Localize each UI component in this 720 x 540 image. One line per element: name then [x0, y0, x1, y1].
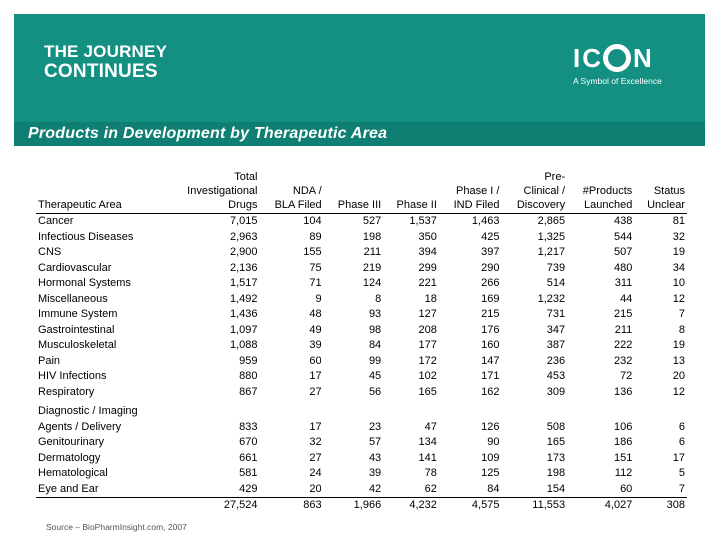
- table-row: [36, 482, 687, 498]
- row-label: Hematological: [38, 467, 108, 480]
- table-cell: 19: [672, 246, 685, 259]
- table-cell: 147: [481, 354, 500, 367]
- table-row: [36, 354, 687, 370]
- table-cell: 211: [363, 246, 382, 259]
- table-cell: 11,553: [501, 498, 567, 514]
- table-cell: 90: [487, 436, 500, 449]
- table-cell: 290: [481, 261, 500, 274]
- table-cell: 8: [375, 292, 382, 305]
- table-cell: 9: [315, 292, 322, 305]
- table-cell: 49: [309, 323, 322, 336]
- table-cell: 44: [620, 292, 633, 305]
- table-cell: 45: [368, 370, 382, 383]
- logo-letter-i: I: [573, 43, 581, 73]
- table-cell: 7: [678, 482, 685, 495]
- table-cell: 56: [368, 385, 382, 398]
- table-cell: 43: [368, 451, 382, 464]
- row-label: Pain: [38, 354, 61, 367]
- column-header: [634, 170, 687, 214]
- table-row: [36, 369, 687, 385]
- table-cell: 89: [309, 230, 322, 243]
- table-cell: 5: [678, 467, 685, 480]
- header-row: [36, 170, 687, 214]
- table-cell: 127: [418, 308, 437, 321]
- table-cell: 151: [613, 451, 633, 464]
- table-cell: 84: [368, 339, 382, 352]
- table-cell: 177: [418, 339, 437, 352]
- table-cell: 1,463: [471, 215, 500, 228]
- table-cell: 959: [239, 354, 258, 367]
- table-cell: [383, 400, 439, 420]
- table-cell: 165: [546, 436, 566, 449]
- table-cell: 221: [418, 277, 437, 290]
- table-cell: 32: [309, 436, 322, 449]
- column-header-line: Pre-: [544, 171, 566, 183]
- table-cell: 171: [481, 370, 500, 383]
- table-cell: 12: [672, 292, 685, 305]
- logo-letter-n: N: [633, 43, 652, 73]
- table-cell: 514: [546, 277, 566, 290]
- table-cell: 20: [672, 370, 685, 383]
- table-cell: 4,232: [383, 498, 439, 514]
- row-label: CNS: [38, 246, 62, 259]
- column-header-line: BLA Filed: [274, 199, 322, 211]
- table-cell: 453: [546, 370, 566, 383]
- table-cell: 508: [546, 420, 566, 433]
- table-cell: 739: [546, 261, 566, 274]
- table-cell: 18: [424, 292, 437, 305]
- table-cell: 309: [546, 385, 566, 398]
- table-cell: 48: [309, 308, 322, 321]
- table-cell: 32: [672, 230, 685, 243]
- column-header: [324, 170, 384, 214]
- table-row: [36, 230, 687, 246]
- row-label: [36, 498, 166, 514]
- table-cell: 27: [309, 385, 322, 398]
- table-cell: 299: [418, 261, 437, 274]
- table-cell: 211: [614, 323, 633, 336]
- table-cell: 39: [309, 339, 322, 352]
- page-title: Products in Development by Therapeutic Area: [28, 125, 388, 142]
- table-cell: 176: [481, 323, 500, 336]
- table-cell: 106: [613, 420, 633, 433]
- column-header-line: IND Filed: [453, 199, 500, 211]
- table-cell: 429: [239, 482, 258, 495]
- table-cell: 78: [424, 467, 437, 480]
- column-header-line: Status: [653, 185, 685, 197]
- source-note: Source – BioPharmInsight.com, 2007: [46, 522, 187, 532]
- table-cell: 126: [481, 420, 500, 433]
- table-cell: 480: [613, 261, 633, 274]
- table-cell: 1,492: [229, 292, 258, 305]
- table-cell: 47: [424, 420, 437, 433]
- table-row: [36, 307, 687, 323]
- table-cell: 17: [672, 451, 685, 464]
- table-cell: 311: [614, 277, 633, 290]
- table-row: [36, 214, 687, 230]
- table-cell: 661: [239, 451, 258, 464]
- table-cell: 27: [309, 451, 322, 464]
- logo-ring-icon: [603, 44, 631, 72]
- table-cell: 104: [303, 215, 322, 228]
- table-cell: 75: [309, 261, 322, 274]
- logo-mark: [573, 44, 673, 72]
- table-cell: [260, 400, 324, 420]
- table-row: [36, 338, 687, 354]
- table-cell: 112: [614, 467, 633, 480]
- table-cell: 7: [678, 308, 685, 321]
- table-cell: 236: [546, 354, 566, 367]
- column-header: [501, 170, 567, 214]
- table-cell: 60: [309, 354, 322, 367]
- table-cell: 17: [309, 370, 322, 383]
- table-cell: 347: [546, 323, 566, 336]
- table-cell: 1,517: [229, 277, 258, 290]
- table-cell: 10: [672, 277, 685, 290]
- table-cell: 98: [368, 323, 382, 336]
- banner-title-line1: THE JOURNEY: [44, 42, 168, 61]
- table-cell: 13: [672, 354, 685, 367]
- table-cell: 19: [672, 339, 685, 352]
- table-cell: 507: [613, 246, 633, 259]
- table-cell: [501, 400, 567, 420]
- table-cell: [634, 400, 687, 420]
- row-label: Agents / Delivery: [38, 420, 122, 433]
- table-row: [36, 276, 687, 292]
- table-cell: 17: [309, 420, 322, 433]
- table-cell: 308: [634, 498, 687, 514]
- subtitle-bar: [14, 122, 705, 146]
- table-cell: 24: [309, 467, 322, 480]
- table-cell: 71: [309, 277, 322, 290]
- table-row: [36, 292, 687, 308]
- column-header-line: Phase III: [337, 199, 382, 211]
- table-cell: 394: [418, 246, 437, 259]
- row-label: HIV Infections: [38, 370, 107, 383]
- table-cell: [166, 400, 259, 420]
- row-label: Miscellaneous: [38, 292, 108, 305]
- table-row: [36, 245, 687, 261]
- table-cell: 1,325: [537, 230, 566, 243]
- row-label: Dermatology: [38, 451, 101, 464]
- column-header-line: Total: [234, 171, 258, 183]
- table-cell: 425: [481, 230, 500, 243]
- table-cell: 438: [613, 215, 633, 228]
- table-cell: 109: [481, 451, 500, 464]
- table-cell: 219: [362, 261, 382, 274]
- table-cell: 42: [368, 482, 382, 495]
- table-cell: 173: [546, 451, 566, 464]
- banner-title: [44, 42, 167, 82]
- row-label: Infectious Diseases: [38, 230, 134, 243]
- row-label: Hormonal Systems: [38, 277, 131, 290]
- table-cell: 863: [260, 498, 324, 514]
- table-cell: 169: [481, 292, 500, 305]
- table-cell: 7,015: [229, 215, 258, 228]
- table-row: [36, 451, 687, 467]
- column-header-line: Clinical /: [523, 185, 566, 197]
- table-cell: 155: [303, 246, 322, 259]
- table-cell: 208: [418, 323, 437, 336]
- table-cell: 266: [481, 277, 500, 290]
- table-cell: 833: [239, 420, 258, 433]
- table-cell: 172: [418, 354, 437, 367]
- row-label: Diagnostic / Imaging: [38, 405, 138, 418]
- column-header-line: NDA /: [292, 185, 322, 197]
- column-header-line: Phase II: [396, 199, 437, 211]
- column-header-line: Unclear: [647, 199, 685, 211]
- table-cell: 34: [672, 261, 685, 274]
- table-cell: 387: [546, 339, 566, 352]
- table-cell: 62: [424, 482, 437, 495]
- column-header: [567, 170, 634, 214]
- row-label: Immune System: [38, 308, 118, 321]
- table-cell: 165: [418, 385, 437, 398]
- table-cell: 1,232: [537, 292, 566, 305]
- table-cell: 1,088: [229, 339, 258, 352]
- table-cell: 20: [309, 482, 322, 495]
- logo-tagline: A Symbol of Excellence: [573, 76, 662, 86]
- table-cell: 141: [418, 451, 437, 464]
- table-cell: 27,524: [166, 498, 259, 514]
- table-cell: 2,865: [537, 215, 566, 228]
- table-cell: 160: [481, 339, 500, 352]
- column-header-line: Drugs: [228, 199, 258, 211]
- table-cell: 125: [481, 467, 500, 480]
- table-cell: 6: [678, 420, 685, 433]
- row-label: Genitourinary: [38, 436, 105, 449]
- table-row: [36, 435, 687, 451]
- column-header: [383, 170, 439, 214]
- table-cell: 162: [481, 385, 500, 398]
- row-label: Eye and Ear: [38, 482, 99, 495]
- table-cell: 1,436: [229, 308, 258, 321]
- table-cell: 134: [418, 436, 437, 449]
- table-cell: 731: [546, 308, 566, 321]
- table-cell: 215: [613, 308, 633, 321]
- column-header-line: Launched: [583, 199, 633, 211]
- table-cell: 81: [672, 215, 685, 228]
- products-table: [36, 170, 687, 514]
- table-cell: [324, 400, 384, 420]
- table-cell: 186: [613, 436, 633, 449]
- table-cell: 222: [613, 339, 633, 352]
- column-header: [439, 170, 502, 214]
- table-row: [36, 323, 687, 339]
- table-row: [36, 466, 687, 482]
- icon-logo: [573, 44, 673, 86]
- table-cell: 670: [239, 436, 258, 449]
- column-header-line: Discovery: [516, 199, 566, 211]
- table-cell: 23: [368, 420, 382, 433]
- table-row: [36, 261, 687, 277]
- column-header-line: Investigational: [187, 185, 258, 197]
- table-cell: 1,097: [229, 323, 258, 336]
- column-header: [36, 170, 166, 214]
- table-cell: 6: [678, 436, 685, 449]
- table-row: [36, 420, 687, 436]
- table-cell: [439, 400, 502, 420]
- column-header-line: Therapeutic Area: [38, 199, 122, 211]
- table-cell: [567, 400, 634, 420]
- table-cell: 2,963: [229, 230, 258, 243]
- table-cell: 4,575: [439, 498, 502, 514]
- header-banner: [14, 14, 705, 122]
- column-header: [260, 170, 324, 214]
- table-cell: 12: [672, 385, 685, 398]
- table-cell: 84: [487, 482, 500, 495]
- column-header-line: Phase I /: [456, 185, 500, 197]
- table-cell: 124: [362, 277, 382, 290]
- table-cell: 57: [368, 436, 382, 449]
- column-header-line: #Products: [582, 185, 633, 197]
- table-cell: 581: [239, 467, 258, 480]
- table-cell: 350: [418, 230, 437, 243]
- table-cell: 1,537: [409, 215, 437, 228]
- table-cell: 198: [362, 230, 382, 243]
- table-header: [36, 170, 687, 214]
- table-body: [36, 214, 687, 514]
- table-cell: 39: [368, 467, 382, 480]
- logo-letter-c: C: [582, 43, 602, 73]
- banner-title-line2: CONTINUES: [44, 61, 158, 82]
- table-cell: 102: [418, 370, 437, 383]
- table-cell: 544: [613, 230, 633, 243]
- row-label: Respiratory: [38, 385, 95, 398]
- row-label: Musculoskeletal: [38, 339, 117, 352]
- row-label: Gastrointestinal: [38, 323, 115, 336]
- table-cell: 198: [546, 467, 566, 480]
- table-cell: 215: [481, 308, 500, 321]
- table-row: [36, 385, 687, 401]
- row-label: Cancer: [38, 215, 74, 228]
- table-cell: 60: [620, 482, 633, 495]
- table-cell: 4,027: [567, 498, 634, 514]
- table-cell: 154: [546, 482, 566, 495]
- column-header: [166, 170, 259, 214]
- table-subheading-row: [36, 400, 687, 420]
- table-cell: 8: [678, 323, 685, 336]
- table-cell: 1,217: [537, 246, 566, 259]
- table-cell: 2,136: [229, 261, 258, 274]
- total-row: [36, 498, 687, 514]
- table-cell: 527: [362, 215, 382, 228]
- table-cell: 99: [368, 354, 382, 367]
- table-cell: 72: [620, 370, 633, 383]
- table-cell: 1,966: [324, 498, 384, 514]
- table-cell: 880: [239, 370, 258, 383]
- table-cell: 2,900: [229, 246, 258, 259]
- table-cell: 136: [613, 385, 633, 398]
- row-label: Cardiovascular: [38, 261, 112, 274]
- table-cell: 397: [481, 246, 500, 259]
- table-cell: 93: [368, 308, 382, 321]
- table-cell: 867: [239, 385, 258, 398]
- table-cell: 232: [613, 354, 633, 367]
